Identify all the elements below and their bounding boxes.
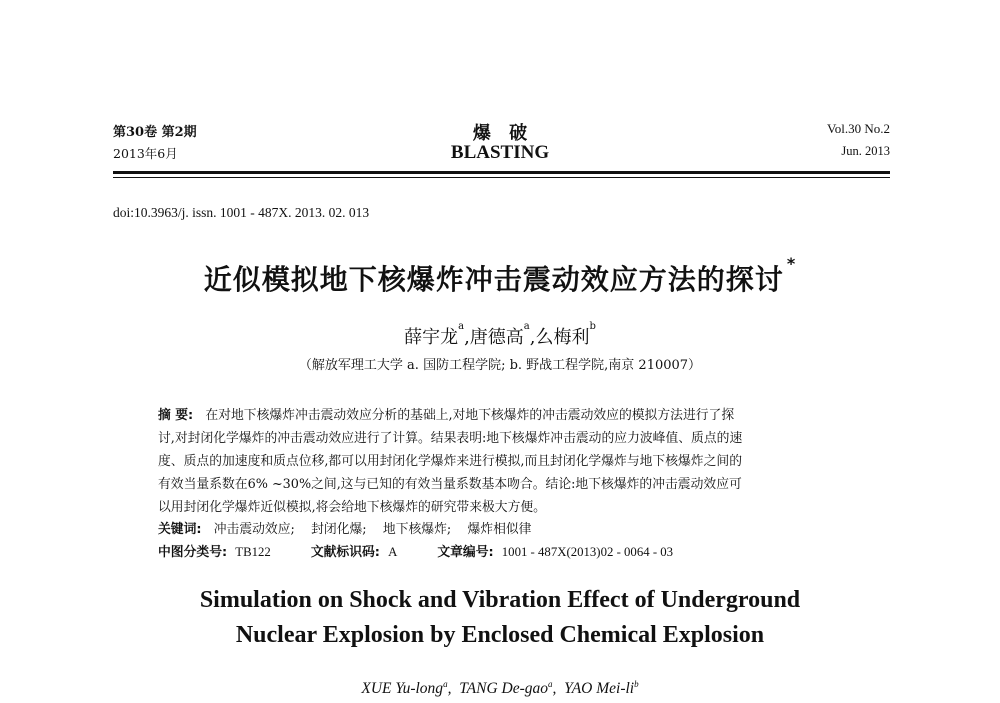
article-no-label: 文章编号: (437, 545, 494, 560)
author-affil-mark: b (589, 321, 596, 332)
paper-title-cn-text: 近似模拟地下核爆炸冲击震动效应方法的探讨 (203, 263, 784, 296)
journal-name-cn: 爆 破 (472, 123, 534, 144)
classification (158, 541, 673, 560)
paper-title-en-line1: Simulation on Shock and Vibration Effect of Underground (199, 587, 801, 613)
doc-code-value: A (388, 545, 398, 559)
author-affil-mark: a (458, 321, 465, 332)
keywords-label: 关键词: (158, 522, 202, 537)
date-cn: 2013年6月 (113, 146, 178, 161)
author-affil-mark: a (443, 679, 448, 689)
author-en: XUE Yu-long (361, 680, 444, 697)
abstract-text: 在对地下核爆炸冲击震动效应分析的基础上,对地下核爆炸的冲击震动效应的模拟方法进行了探 (205, 408, 735, 423)
date-en: Jun. 2013 (841, 144, 890, 158)
journal-name-en: BLASTING (450, 142, 550, 163)
author-cn: 唐德高 (469, 327, 524, 348)
author-affil-mark: a (548, 679, 553, 689)
author-cn: 薛宇龙 (404, 327, 459, 348)
clc-label: 中图分类号: (158, 545, 228, 560)
keyword: 地下核爆炸; (382, 522, 452, 537)
volume-issue-cn: 第30卷 第2期 (113, 125, 197, 140)
keyword: 爆炸相似律 (467, 522, 532, 537)
author-en: YAO Mei-li (564, 680, 635, 697)
paper-title-cn (0, 254, 1000, 298)
authors-cn: 薛宇龙$^a$,唐德高$^a$,么梅利$^b$ (404, 321, 596, 348)
author-en: TANG De-gao (459, 680, 549, 697)
keyword: 冲击震动效应; (213, 522, 295, 537)
header-rule-thick (113, 171, 890, 174)
volume-issue-en: Vol.30 No.2 (827, 121, 890, 136)
affiliation-cn: （解放军理工大学 a. 国防工程学院; b. 野战工程学院,南京 210007） (298, 358, 702, 373)
keyword: 封闭化爆; (311, 522, 367, 537)
author-affil-mark: b (634, 679, 639, 689)
abstract-line: 度、质点的加速度和质点位移,都可以用封闭化学爆炸来进行模拟,而且封闭化学爆炸与地下核爆炸之间的 (158, 454, 742, 469)
article-no-value: 1001 - 487X(2013)02 - 0064 - 03 (501, 545, 674, 559)
clc-value: TB122 (235, 545, 271, 559)
abstract-line: 讨,对封闭化学爆炸的冲击震动效应进行了计算。结果表明:地下核爆炸冲击震动的应力波峰值、质点的速 (158, 431, 743, 446)
author-affil-mark: a (523, 321, 530, 332)
abstract-line: 有效当量系数在6% ~30%之间,这与已知的有效当量系数基本吻合。结论:地下核爆炸的冲击震动效应可 (158, 477, 742, 492)
abstract-line (158, 404, 734, 423)
doi[interactable]: doi:10.3963/j. issn. 1001 - 487X. 2013. 02. 013 (113, 205, 370, 220)
authors-en: XUE Yu-long$^a$, TANG De-gao$^a$, YAO Mei-$li^b$ (361, 679, 639, 697)
author-cn: 么梅利 (535, 327, 590, 348)
title-footnote-mark: * (786, 254, 797, 273)
abstract-label: 摘 要: (158, 408, 194, 423)
doc-code-label: 文献标识码: (310, 545, 380, 560)
paper-title-en-line2: Nuclear Explosion by Enclosed Chemical Explosion (235, 622, 765, 648)
header-rule-thin (113, 177, 890, 178)
abstract-line: 以用封闭化学爆炸近似模拟,将会给地下核爆炸的研究带来极大方便。 (158, 500, 546, 515)
keywords (158, 518, 531, 537)
